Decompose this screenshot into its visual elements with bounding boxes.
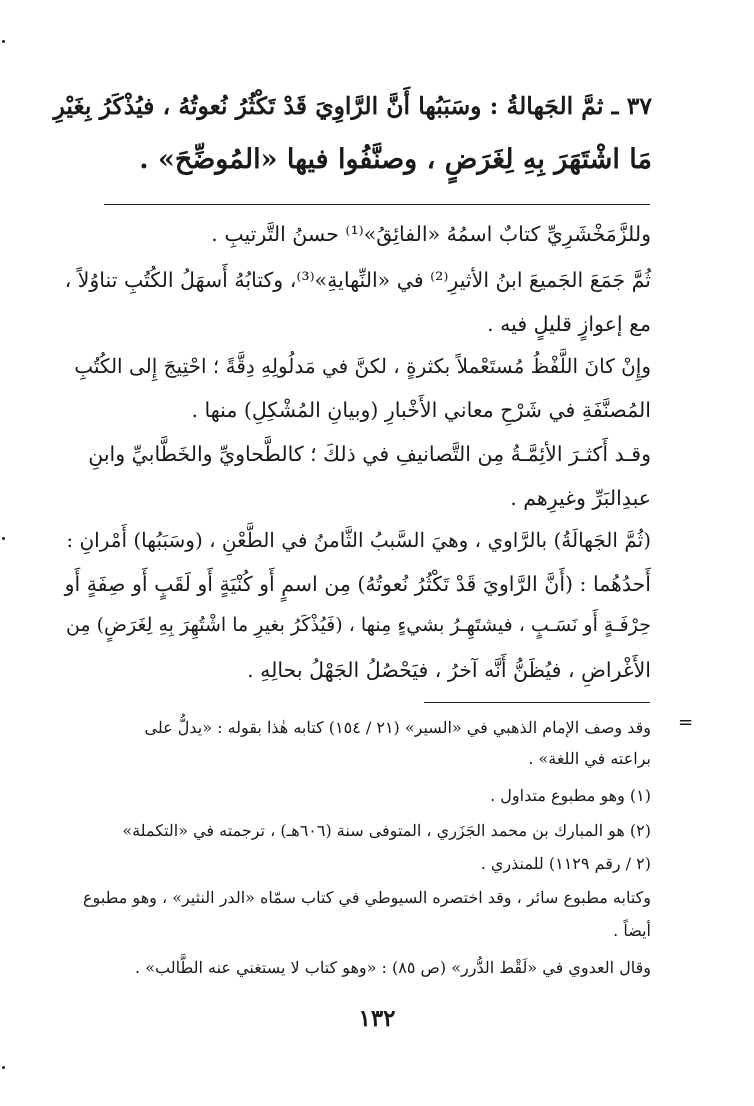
body-line: أَحدُهُما : (أَنَّ الرَّاويَ قَدْ تَكْثُرُ نُعوتُهُ) مِن اسمٍ أَو كُنْيَةٍ أَو لَقَبٍ أَو صِفَةٍ أَو — [64, 572, 651, 596]
body-line: وقـد أَكثـرَ الأئِمَّـةُ مِن التَّصانيفِ في ذلكَ ؛ كالطَّحاويِّ والخَطَّابيِّ وابنِ — [88, 442, 651, 466]
footnote-line: وقد وصف الإمام الذهبي في «السير» (٢١ / ١٥٤) كتابه هٰذا بقوله : «يدلُّ على — [144, 718, 651, 737]
body-line: وإِنْ كانَ اللَّفْظُ مُستَعْملاً بكثرةٍ ، لكنَّ في مَدلُولِهِ دِقَّةً ؛ احْتِيجَ إِلى الكُتُبِ — [74, 354, 651, 378]
margin-dot — [2, 537, 5, 540]
footnote-line: (٢) هو المبارك بن محمد الجَزَري ، المتوفى سنة (٦٠٦هـ) ، ترجمته في «التكملة» — [122, 821, 651, 840]
heading-line-1: ٣٧ ـ ثمَّ الجَهالةُ : وسَبَبُها أَنَّ الرَّاوِيَ قَدْ تَكْثُرُ نُعوتُهُ ، فيُذْكَرُ بِغَيْرِ — [53, 92, 652, 120]
footnote-divider — [424, 702, 650, 703]
continuation-marker: = — [678, 712, 694, 733]
heading-divider — [104, 204, 650, 205]
body-line: الأَغْراضِ ، فيُظَنُّ أَنَّه آخرُ ، فيَحْصُلُ الجَهْلُ بحالِهِ . — [247, 658, 651, 682]
footnote-line: وقال العدوي في «لَقْط الدُّرر» (ص ٨٥) : «وهو كتاب لا يستغني عنه الطَّالب» . — [135, 958, 651, 977]
page-number: ١٣٢ — [358, 1005, 396, 1032]
footnote-line: وكتابه مطبوع سائر ، وقد اختصره السيوطي في كتاب سمّاه «الدر النثير» ، وهو مطبوع — [83, 888, 651, 907]
body-line: ثُمَّ جَمَعَ الجَميعَ ابنُ الأثيرِ⁽²⁾ في «النِّهايةِ»⁽³⁾، وكتابُهُ أَسهَلُ الكُتُبِ تناوُلاً ، — [64, 268, 651, 292]
body-line: مع إعوازٍ قليلٍ فيه . — [487, 312, 651, 336]
body-line: (ثُمَّ الجَهالَةُ) بالرَّاوي ، وهيَ السَّببُ الثَّامنُ في الطَّعْنِ ، (وسَبَبُها) أَمْرانِ : — [66, 528, 651, 552]
footnote-line: براعته في اللغة» . — [528, 749, 651, 768]
heading-line-2: مَا اشْتَهَرَ بِهِ لِغَرَضٍ ، وصنَّفُوا فيها «المُوضِّحَ» . — [139, 144, 652, 175]
body-line: عبدِالبَرِّ وغيرِهم . — [510, 486, 651, 510]
footnote-line: (١) وهو مطبوع متداول . — [490, 786, 651, 805]
margin-dot — [2, 40, 5, 43]
margin-dot — [2, 1066, 5, 1069]
body-line: حِرْفَـةٍ أَو نَسَـبٍ ، فيشتَهِـرُ بشيءٍ مِنها ، (فَيُذْكَرُ بغيرِ ما اشْتُهِرَ بِهِ لِغَرَضٍ) مِن — [65, 614, 651, 636]
footnote-line: أيضاً . — [613, 921, 651, 940]
body-line: المُصنَّفَةِ في شَرْحِ معاني الأَخْبارِ (وبيانِ المُشْكِلِ) منها . — [191, 398, 651, 422]
footnote-line: (٢ / رقم ١١٢٩) للمنذري . — [480, 854, 651, 873]
body-line: وللزَّمَخْشَرِيِّ كتابٌ اسمُهُ «الفائِقُ»⁽¹⁾ حسنُ التَّرتيبِ . — [211, 222, 651, 246]
